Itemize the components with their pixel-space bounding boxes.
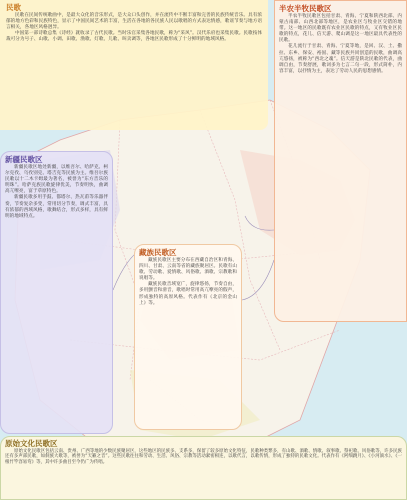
intro-title: 民歌: [6, 3, 21, 12]
intro-panel: [0, 0, 268, 130]
farm-pastoral-panel: [274, 0, 407, 322]
xinjiang-paragraph: 新疆民歌多用手鼓、都塔尔、热瓦甫等乐器伴奏，节奏复杂多变，常用切分节奏，调式丰富，具有浓郁的西域风格，歌舞结合，形式多样，具有鲜明的地域特点。: [5, 195, 108, 219]
intro-paragraph: 中国第一部诗歌总集《诗经》就收录了古代民歌。当时乐官采集各地民歌，称为“采风”。汉代乐府也采集民歌。民歌按体裁可分为号子、山歌、小调、田歌、渔歌、灯歌、儿歌、叫卖调等，各地区民歌形成了十分鲜明的地域风格。: [6, 31, 262, 43]
farm-pastoral-paragraph: 半农半牧民歌区包括甘肃、青海、宁夏和陕西北部、内蒙古南部、山西北部等地区，是农业区与牧业区交错的地带。这一地区的民歌既有农业区民歌的特点，又有牧业区民歌的特点，花儿、信天游、爬山调是这一地区最具代表性的民歌。: [279, 14, 402, 44]
primitive-culture-title: 原始文化民歌区: [5, 439, 58, 448]
xinjiang-panel: [0, 151, 113, 434]
xinjiang-title: 新疆民歌区: [5, 155, 43, 164]
tibetan-title: 藏族民歌区: [139, 248, 177, 257]
intro-paragraph: 民歌在民间传统歌曲中，是最大众化的音乐形式，是大众口头创作，并在流传中不断丰富和完善的民族传统音乐。具有浓郁的地方色彩和民族特色，显示了中国民间艺术的丰富，生活在各地的各民族人民以歌唱的方式表达情感，歌谣节奏与地方语言相关，各地区风格迥异。: [6, 13, 262, 31]
farm-pastoral-title: 半农半牧民歌区: [279, 4, 332, 13]
xinjiang-paragraph: 新疆民歌区地处新疆，以维吾尔、哈萨克、柯尔克孜、乌孜别克、塔吉克等民族为主。维吾尔族民歌以十二木卡姆最为著名，被誉为“东方音乐的明珠”。哈萨克族民歌旋律优美，节奏明快，曲调高亢嘹亮，富于草原特色。: [5, 165, 108, 195]
primitive-culture-paragraph: 原始文化民歌区包括云南、贵州、广西等地的少数民族聚居区，这些地区的民族多、支系多，保留了较多原始文化特征，民歌种类繁多，有山歌、酒歌、情歌、叙事歌、祭祀歌、风俗歌等，许多民族还有多声部民歌，如侗族大歌等，被誉为“天籁之音”。这些民歌往往和劳动、生活、风俗、宗教等活动紧密相连，以歌代言，以歌传情，形成了独特的民歌文化。代表作有《阿细跳月》、《小河淌水》、《一根竹竿容易弯》等，其中许多曲目至今仍广为传唱。: [5, 449, 402, 465]
tibetan-paragraph: 藏族民歌区主要分布在西藏自治区和青海、四川、甘肃、云南等省的藏族聚居区。民歌有山歌、劳动歌、爱情歌、风俗歌、酒歌、宗教歌和说唱等。: [139, 258, 237, 282]
farm-pastoral-paragraph: 花儿流行于甘肃、青海、宁夏等地，是回、汉、土、撒拉、东乡、保安、裕固、藏等民族共同创造的民歌，曲调高亢悠扬，被称为“西北之魂”。信天游是陕北民歌的代表，曲调自由，节奏舒展，歌词多为七言二句一段，形式简朴，内容丰富，以抒情为主，表达了劳动人民的思想感情。: [279, 44, 402, 74]
primitive-culture-panel: [0, 436, 407, 500]
tibetan-panel: [134, 244, 242, 430]
tibetan-paragraph: 藏族民歌音域宽广，旋律悠扬，节奏自由，多用颤音和滑音，歌唱时常用高亢嘹亮的假声，形成独特的高原风格。代表作有《北京的金山上》等。: [139, 282, 237, 306]
